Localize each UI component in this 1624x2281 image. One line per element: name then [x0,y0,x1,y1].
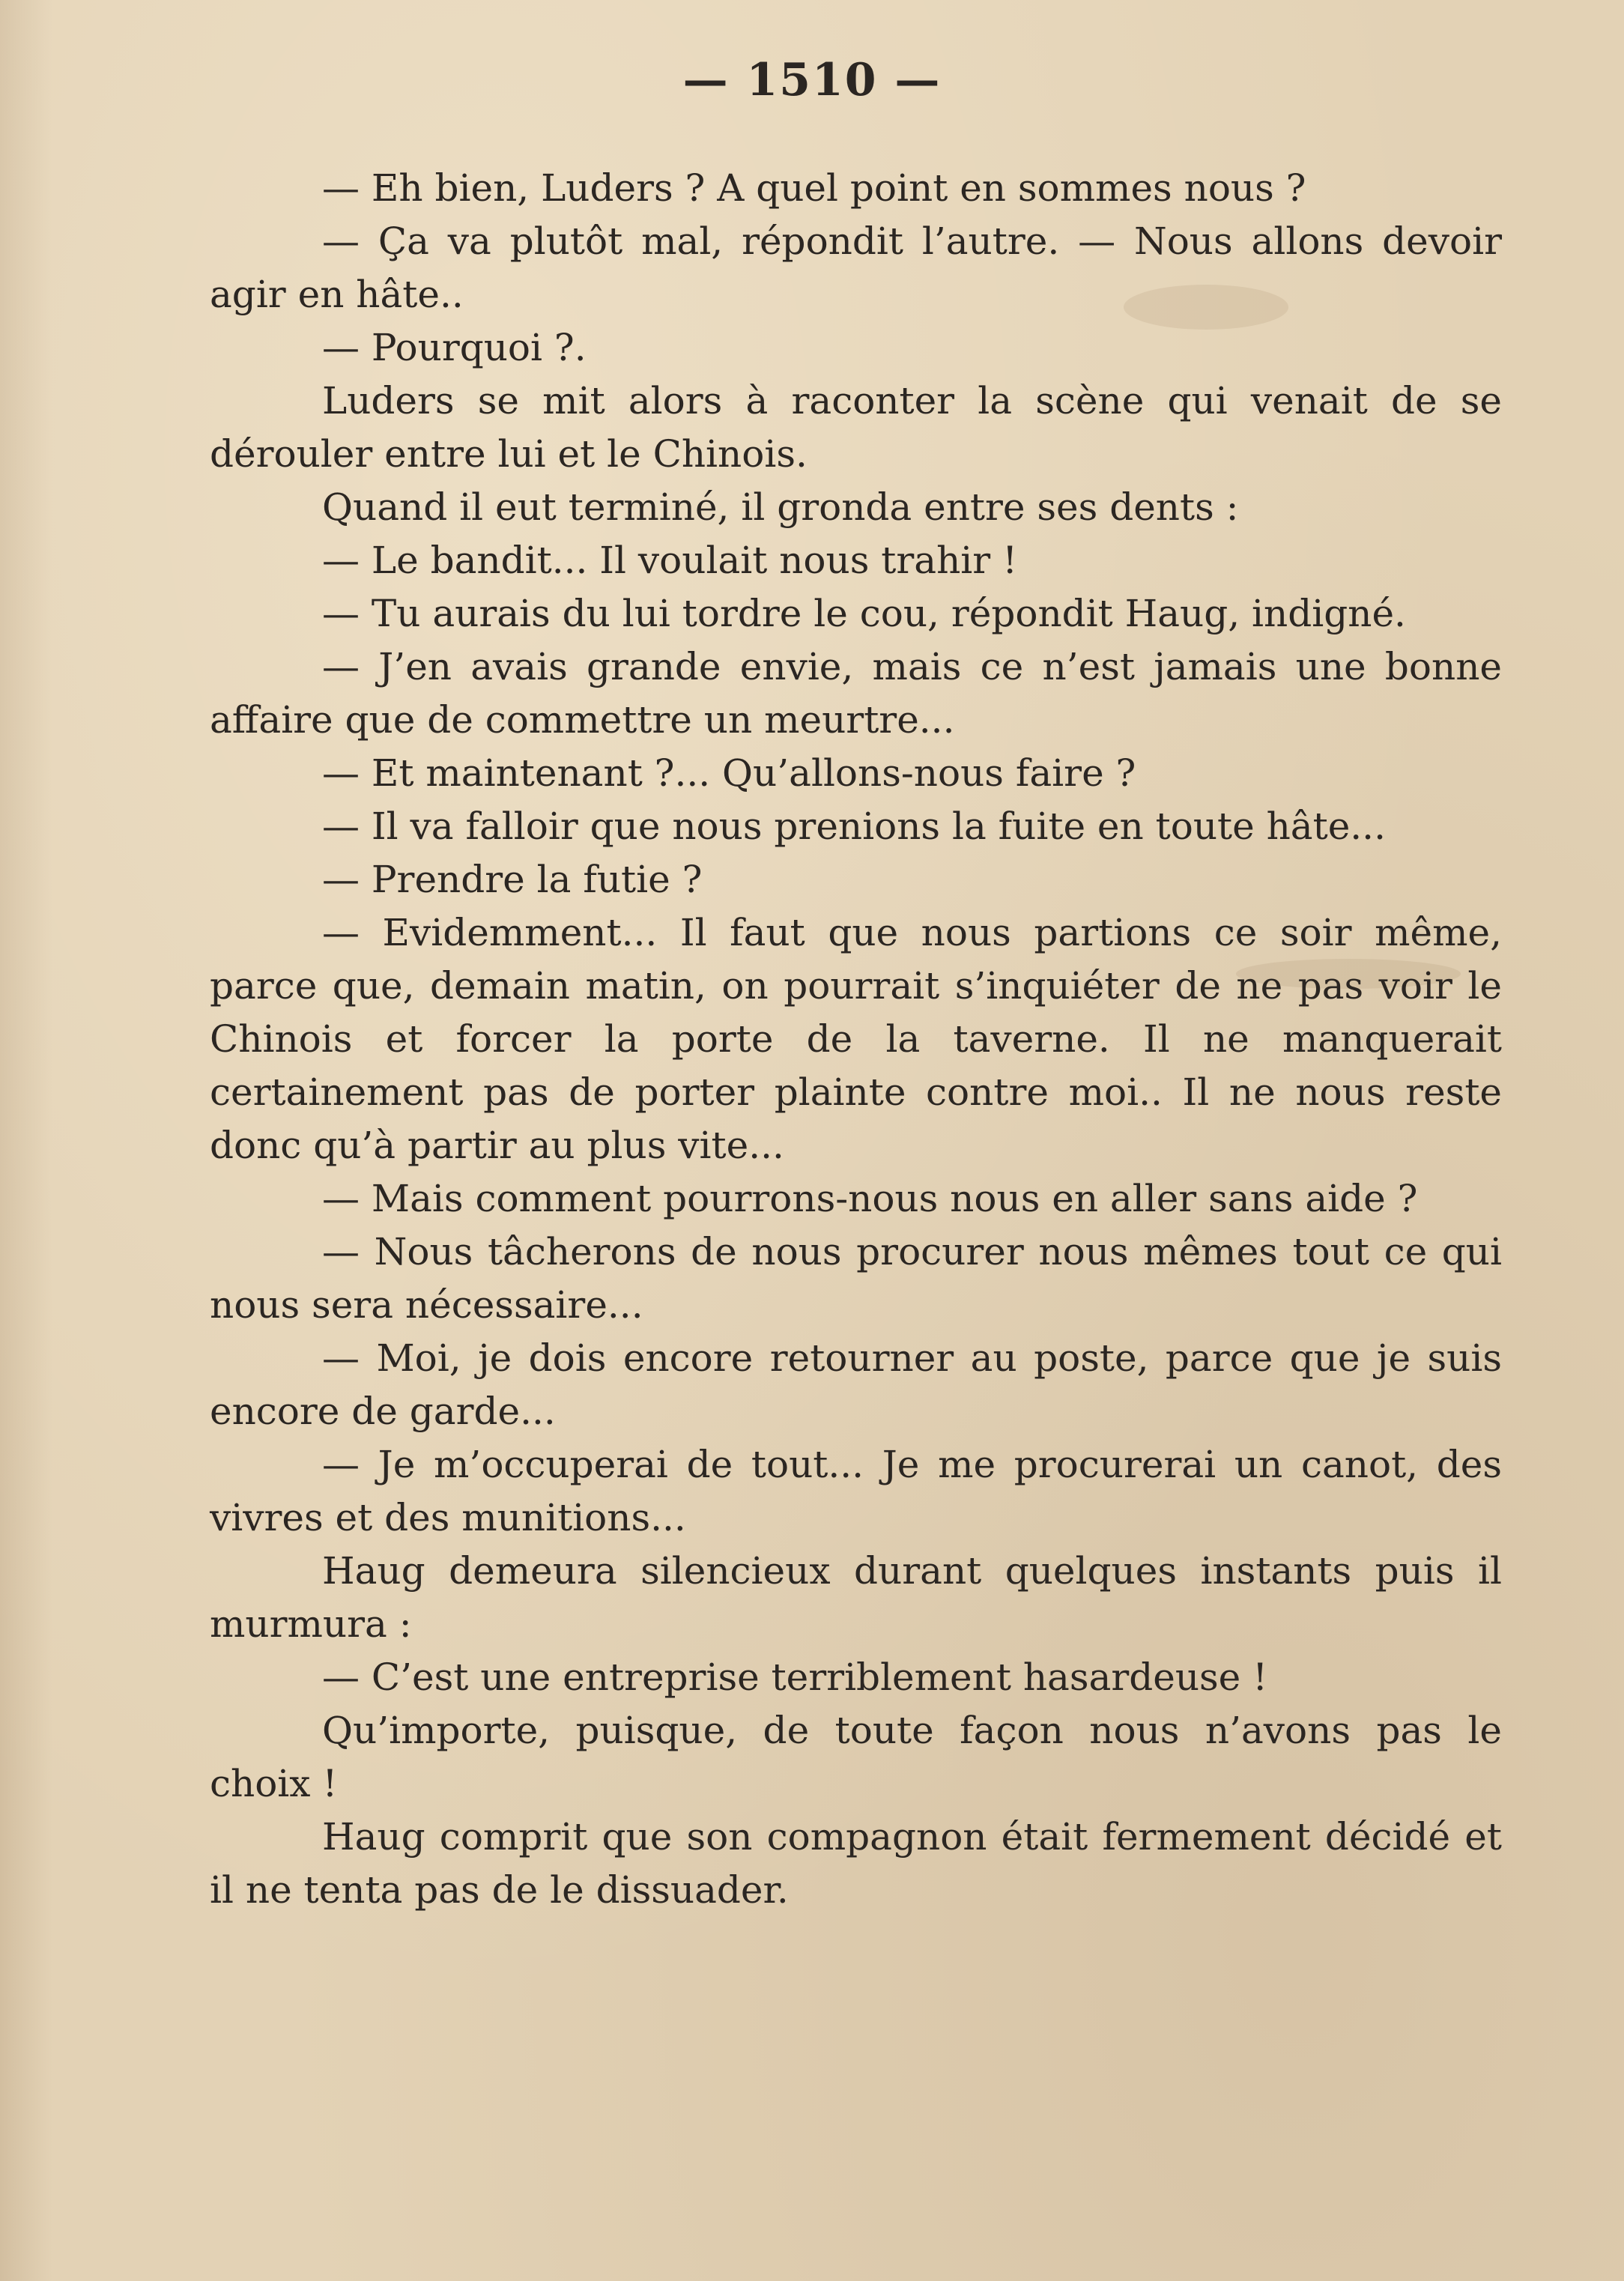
paragraph: — Ça va plutôt mal, répondit l’autre. — Nous allons devoir agir en hâte.. [210,219,1502,316]
paragraph: — Evidemment... Il faut que nous partions ce soir même, parce que, demain matin, on pourrait s’inquiéter de ne pas voir le Chinois et forcer la porte de la taverne. Il ne manquerait certainement pas de porter plainte contre moi.. Il ne nous reste donc qu’à partir au plus vite... [210,911,1502,1167]
paragraph: — Moi, je dois encore retourner au poste, parce que je suis encore de garde... [210,1336,1502,1433]
paragraph: — Il va falloir que nous prenions la fuite en toute hâte... [322,805,1386,848]
page-number: — 1510 — [682,54,942,106]
paragraph: — Et maintenant ?... Qu’allons-nous faire ? [322,751,1136,795]
body-text [210,162,1502,1917]
paragraph: Qu’importe, puisque, de toute façon nous n’avons pas le choix ! [210,1709,1502,1805]
paragraph: Luders se mit alors à raconter la scène qui venait de se dérouler entre lui et le Chinois. [210,379,1502,476]
paragraph: — Le bandit... Il voulait nous trahir ! [322,539,1018,582]
paragraph: — Tu aurais du lui tordre le cou, répondit Haug, indigné. [322,592,1406,635]
paragraph: — Nous tâcherons de nous procurer nous mêmes tout ce qui nous sera nécessaire... [210,1230,1502,1327]
paragraph: Haug demeura silencieux durant quelques instants puis il murmura : [210,1549,1502,1646]
paragraph: Quand il eut terminé, il gronda entre ses dents : [322,485,1239,529]
paragraph: — Je m’occuperai de tout... Je me procurerai un canot, des vivres et des munitions... [210,1443,1502,1539]
paragraph: Haug comprit que son compagnon était fermement décidé et il ne tenta pas de le dissuader. [210,1815,1502,1912]
paragraph: — C’est une entreprise terriblement hasardeuse ! [322,1656,1268,1699]
paragraph: — J’en avais grande envie, mais ce n’est jamais une bonne affaire que de commettre un meurtre... [210,645,1502,742]
paragraph: — Mais comment pourrons-nous nous en aller sans aide ? [322,1177,1418,1220]
paragraph: — Eh bien, Luders ? A quel point en sommes nous ? [322,166,1306,210]
paragraph: — Pourquoi ?. [322,326,587,369]
paragraph: — Prendre la futie ? [322,858,703,901]
